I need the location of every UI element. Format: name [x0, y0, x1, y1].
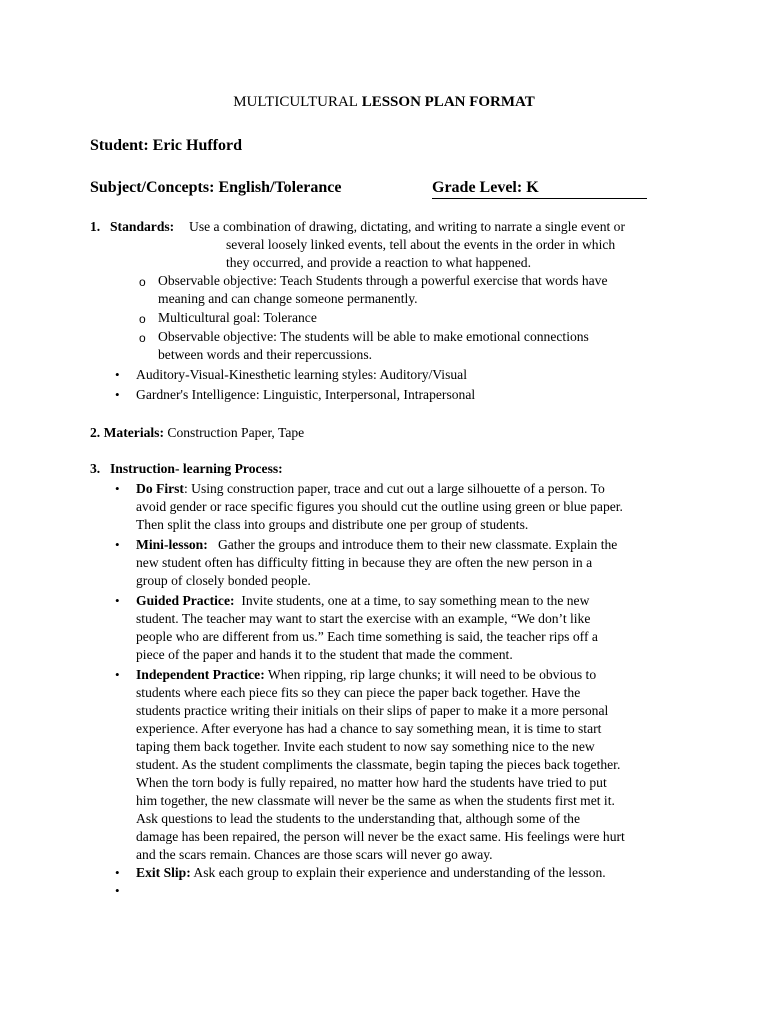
title-part-2: LESSON PLAN FORMAT: [357, 94, 535, 110]
bullet-dot: •: [115, 865, 120, 880]
square-bullet: o: [139, 331, 146, 345]
independent-practice-label: Independent Practice:: [136, 667, 265, 682]
subject-heading: Subject/Concepts: English/Tolerance: [90, 179, 342, 196]
exit-slip-label: Exit Slip:: [136, 865, 191, 880]
bullet-dot: •: [115, 481, 120, 496]
independent-practice-line-11: and the scars remain. Chances are those scars will never go away.: [136, 847, 493, 862]
standards-line-1: Use a combination of drawing, dictating, and writing to narrate a single event or: [189, 219, 626, 234]
guided-practice-text: Invite students, one at a time, to say something mean to the new: [234, 593, 590, 608]
grade-text: Grade Level: K: [432, 179, 539, 196]
exit-slip-line: [136, 864, 606, 882]
instruction-label: Instruction- learning Process:: [110, 461, 283, 476]
standards-sub-1-line-1: Observable objective: Teach Students through a powerful exercise that words have: [158, 273, 608, 288]
materials-line: [90, 424, 304, 442]
independent-practice-text: When ripping, rip large chunks; it will need to be obvious to: [264, 667, 597, 682]
square-bullet: o: [139, 275, 146, 289]
do-first-label: Do First: [136, 481, 184, 496]
independent-practice-line-10: damage has been repaired, the person will never be the exact same. His feelings were hurt: [136, 829, 625, 844]
title-part-1: MULTICULTURAL: [233, 94, 358, 110]
independent-practice-line-7: When the torn body is fully repaired, no matter how hard the students have tried to put: [136, 775, 607, 790]
student-heading: Student: Eric Hufford: [90, 137, 242, 154]
bullet-dot: •: [115, 537, 120, 552]
mini-lesson-line-1: [136, 536, 617, 554]
mini-lesson-text: Gather the groups and introduce them to their new classmate. Explain the: [207, 537, 618, 552]
guided-practice-label: Guided Practice:: [136, 593, 235, 608]
mini-lesson-line-3: group of closely bonded people.: [136, 573, 311, 588]
do-first-line-2: avoid gender or race specific figures you should cut the outline using green or blue paper.: [136, 499, 623, 514]
independent-practice-line-2: students where each piece fits so they can piece the paper back together. Have the: [136, 685, 581, 700]
intelligence-item: Gardner's Intelligence: Linguistic, Interpersonal, Intrapersonal: [136, 387, 476, 402]
independent-practice-line-5: taping them back together. Invite each student to now say something nice to the new: [136, 739, 595, 754]
standards-sub-2-line-1: Multicultural goal: Tolerance: [158, 310, 317, 325]
instruction-number: 3.: [90, 461, 101, 476]
independent-practice-line-4: experience. After everyone has had a chance to say something mean, it is time to start: [136, 721, 602, 736]
standards-line-3: they occurred, and provide a reaction to what happened.: [226, 255, 531, 270]
grade-heading: [432, 178, 647, 199]
bullet-dot: •: [115, 593, 120, 608]
do-first-line-3: Then split the class into groups and distribute one per group of students.: [136, 517, 529, 532]
guided-practice-line-4: piece of the paper and hands it to the student that made the comment.: [136, 647, 513, 662]
do-first-line-1: [136, 480, 605, 498]
page-title: [0, 94, 768, 111]
standards-line-2: several loosely linked events, tell about the events in the order in which: [226, 237, 616, 252]
mini-lesson-line-2: new student often has difficulty fitting in because they are often the new person in a: [136, 555, 593, 570]
mini-lesson-label: Mini-lesson:: [136, 537, 208, 552]
do-first-text: : Using construction paper, trace and cut out a large silhouette of a person. To: [183, 481, 605, 496]
bullet-dot: •: [115, 387, 120, 402]
independent-practice-line-9: Ask questions to lead the students to the understanding that, although some of the: [136, 811, 580, 826]
learning-styles-item: Auditory-Visual-Kinesthetic learning styles: Auditory/Visual: [136, 367, 467, 382]
guided-practice-line-2: student. The teacher may want to start the exercise with an example, “We don’t like: [136, 611, 591, 626]
empty-bullet-dot: •: [115, 883, 120, 898]
standards-number: 1.: [90, 219, 101, 234]
independent-practice-line-8: him together, the new classmate will never be the same as when the students first met it.: [136, 793, 615, 808]
independent-practice-line-6: student. As the student compliments the classmate, begin taping the pieces back together.: [136, 757, 621, 772]
standards-sub-3-line-1: Observable objective: The students will be able to make emotional connections: [158, 329, 589, 344]
independent-practice-line-1: [136, 666, 596, 684]
independent-practice-line-3: students practice writing their initials on their slips of paper to make it a more personal: [136, 703, 609, 718]
bullet-dot: •: [115, 667, 120, 682]
guided-practice-line-1: [136, 592, 589, 610]
standards-sub-3-line-2: between words and their repercussions.: [158, 347, 373, 362]
standards-label: Standards:: [110, 219, 175, 234]
standards-sub-1-line-2: meaning and can change someone permanently.: [158, 291, 418, 306]
bullet-dot: •: [115, 367, 120, 382]
exit-slip-text: Ask each group to explain their experience and understanding of the lesson.: [190, 865, 606, 880]
materials-label: 2. Materials:: [90, 425, 164, 440]
guided-practice-line-3: people who are different from us.” Each time something is said, the teacher rips off a: [136, 629, 598, 644]
materials-text: Construction Paper, Tape: [163, 425, 305, 440]
square-bullet: o: [139, 312, 146, 326]
